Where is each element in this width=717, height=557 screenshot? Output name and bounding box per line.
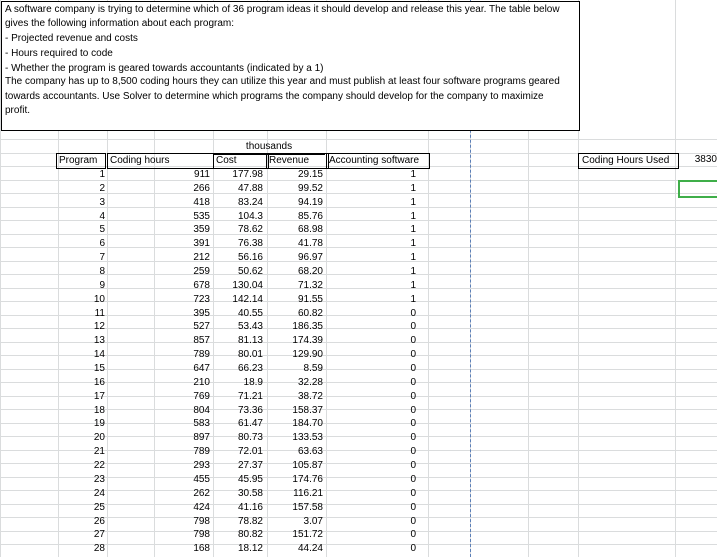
cell-coding-hours[interactable]: 769 [193, 391, 210, 402]
cell-coding-hours[interactable]: 527 [193, 321, 210, 332]
cell-revenue[interactable]: 184.70 [292, 418, 323, 429]
cell-revenue[interactable]: 85.76 [297, 211, 323, 222]
cell-accounting-software[interactable]: 0 [410, 418, 416, 429]
cell-cost[interactable]: 56.16 [237, 252, 263, 263]
header-program: Program [56, 153, 106, 169]
cell-revenue[interactable]: 71.32 [297, 280, 323, 291]
cell-accounting-software[interactable]: 0 [410, 335, 416, 346]
cell-revenue[interactable]: 44.24 [297, 543, 323, 554]
cell-revenue[interactable]: 8.59 [303, 363, 323, 374]
cell-accounting-software[interactable]: 0 [410, 488, 416, 499]
cell-revenue[interactable]: 133.53 [292, 432, 323, 443]
cell-cost[interactable]: 41.16 [237, 502, 263, 513]
cell-coding-hours[interactable]: 789 [193, 349, 210, 360]
cell-program[interactable]: 17 [93, 391, 105, 402]
cell-revenue[interactable]: 29.15 [297, 169, 323, 180]
cell-accounting-software[interactable]: 0 [410, 349, 416, 360]
cell-program[interactable]: 22 [93, 460, 105, 471]
cell-coding-hours[interactable]: 168 [193, 543, 210, 554]
cell-revenue[interactable]: 186.35 [292, 321, 323, 332]
cell-accounting-software[interactable]: 1 [410, 280, 416, 291]
gridline-horizontal [0, 139, 717, 140]
problem-line: towards accountants. Use Solver to determine which programs the company should develop for the company to maximize [5, 91, 544, 102]
cell-revenue[interactable]: 157.58 [292, 502, 323, 513]
cell-revenue[interactable]: 158.37 [292, 405, 323, 416]
cell-cost[interactable]: 53.43 [237, 321, 263, 332]
cell-accounting-software[interactable]: 1 [410, 211, 416, 222]
cell-coding-hours[interactable]: 723 [193, 294, 210, 305]
cell-accounting-software[interactable]: 0 [410, 377, 416, 388]
problem-line: The company has up to 8,500 coding hours they can utilize this year and must publish at least four software programs geared [5, 76, 560, 87]
cell-accounting-software[interactable]: 0 [410, 308, 416, 319]
cell-cost[interactable]: 81.13 [237, 335, 263, 346]
cell-program[interactable]: 5 [99, 224, 105, 235]
cell-revenue[interactable]: 116.21 [293, 488, 323, 499]
cell-program[interactable]: 9 [99, 280, 105, 291]
cell-accounting-software[interactable]: 1 [410, 169, 416, 180]
cell-program[interactable]: 7 [99, 252, 105, 263]
cell-program[interactable]: 12 [93, 321, 105, 332]
cell-cost[interactable]: 18.12 [237, 543, 263, 554]
gridline-vertical [675, 0, 676, 557]
cell-accounting-software[interactable]: 0 [410, 321, 416, 332]
cell-coding-hours[interactable]: 583 [193, 418, 210, 429]
cell-accounting-software[interactable]: 0 [410, 543, 416, 554]
cell-program[interactable]: 28 [93, 543, 105, 554]
cell-cost[interactable]: 142.14 [232, 294, 263, 305]
cell-cost[interactable]: 73.36 [237, 405, 263, 416]
cell-coding-hours[interactable]: 262 [193, 488, 210, 499]
cell-coding-hours[interactable]: 395 [193, 308, 210, 319]
cell-program[interactable]: 21 [93, 446, 105, 457]
cell-program[interactable]: 11 [94, 308, 105, 319]
cell-accounting-software[interactable]: 0 [410, 502, 416, 513]
cell-coding-hours[interactable]: 455 [193, 474, 210, 485]
cell-cost[interactable]: 80.82 [237, 529, 263, 540]
cell-cost[interactable]: 130.04 [232, 280, 263, 291]
cell-accounting-software[interactable]: 0 [410, 460, 416, 471]
cell-accounting-software[interactable]: 1 [410, 238, 416, 249]
header-coding-hours: Coding hours [107, 153, 214, 169]
cell-coding-hours[interactable]: 424 [193, 502, 210, 513]
cell-coding-hours[interactable]: 798 [193, 516, 210, 527]
cell-accounting-software[interactable]: 1 [410, 252, 416, 263]
cell-revenue[interactable]: 32.28 [297, 377, 323, 388]
cell-accounting-software[interactable]: 1 [410, 224, 416, 235]
cell-revenue[interactable]: 151.72 [292, 529, 323, 540]
cell-revenue[interactable]: 105.87 [292, 460, 323, 471]
cell-program[interactable]: 1 [99, 169, 105, 180]
cell-revenue[interactable]: 94.19 [297, 197, 323, 208]
cell-coding-hours[interactable]: 535 [193, 211, 210, 222]
cell-revenue[interactable]: 38.72 [297, 391, 323, 402]
cell-revenue[interactable]: 41.78 [297, 238, 323, 249]
cell-accounting-software[interactable]: 0 [410, 516, 416, 527]
cell-cost[interactable]: 30.58 [237, 488, 263, 499]
cell-coding-hours[interactable]: 212 [193, 252, 210, 263]
cell-coding-hours[interactable]: 647 [193, 363, 210, 374]
selected-cell[interactable] [678, 180, 717, 198]
cell-accounting-software[interactable]: 1 [410, 266, 416, 277]
cell-accounting-software[interactable]: 0 [410, 432, 416, 443]
cell-program[interactable]: 14 [93, 349, 105, 360]
cell-revenue[interactable]: 63.63 [297, 446, 323, 457]
cell-coding-hours[interactable]: 911 [194, 169, 210, 180]
cell-revenue[interactable]: 174.76 [292, 474, 323, 485]
cell-coding-hours[interactable]: 259 [193, 266, 210, 277]
cell-program[interactable]: 18 [93, 405, 105, 416]
header-revenue: Revenue [266, 153, 329, 169]
cell-revenue[interactable]: 99.52 [297, 183, 323, 194]
cell-accounting-software[interactable]: 1 [410, 294, 416, 305]
cell-cost[interactable]: 40.55 [237, 308, 263, 319]
cell-revenue[interactable]: 60.82 [297, 308, 323, 319]
problem-line: gives the following information about each program: [5, 18, 235, 29]
cell-program[interactable]: 10 [93, 294, 105, 305]
cell-accounting-software[interactable]: 1 [410, 197, 416, 208]
problem-line: profit. [5, 105, 31, 116]
cell-program[interactable]: 2 [99, 183, 105, 194]
cell-program[interactable]: 15 [93, 363, 105, 374]
cell-cost[interactable]: 72.01 [237, 446, 263, 457]
cell-program[interactable]: 3 [99, 197, 105, 208]
header-cost: Cost [213, 153, 269, 169]
cell-coding-hours[interactable]: 678 [193, 280, 210, 291]
thousands-group-header: thousands [213, 140, 325, 155]
header-accounting-software: Accounting software [326, 153, 430, 169]
cell-coding-hours[interactable]: 359 [193, 224, 210, 235]
cell-program[interactable]: 19 [93, 418, 105, 429]
cell-accounting-software[interactable]: 0 [410, 529, 416, 540]
cell-coding-hours[interactable]: 391 [193, 238, 210, 249]
cell-accounting-software[interactable]: 0 [410, 363, 416, 374]
cell-cost[interactable]: 177.98 [232, 169, 263, 180]
problem-line: - Projected revenue and costs [5, 33, 138, 44]
cell-program[interactable]: 8 [99, 266, 105, 277]
cell-revenue[interactable]: 174.39 [292, 335, 323, 346]
cell-cost[interactable]: 78.62 [237, 224, 263, 235]
cell-cost[interactable]: 83.24 [237, 197, 263, 208]
cell-accounting-software[interactable]: 0 [410, 474, 416, 485]
cell-program[interactable]: 26 [93, 516, 105, 527]
cell-coding-hours[interactable]: 798 [193, 529, 210, 540]
cell-coding-hours[interactable]: 789 [193, 446, 210, 457]
cell-coding-hours[interactable]: 266 [193, 183, 210, 194]
cell-program[interactable]: 16 [93, 377, 105, 388]
cell-accounting-software[interactable]: 1 [410, 183, 416, 194]
cell-revenue[interactable]: 68.98 [297, 224, 323, 235]
cell-revenue[interactable]: 91.55 [297, 294, 323, 305]
cell-program[interactable]: 27 [93, 529, 105, 540]
cell-cost[interactable]: 18.9 [243, 377, 263, 388]
cell-cost[interactable]: 71.21 [237, 391, 263, 402]
cell-program[interactable]: 6 [99, 238, 105, 249]
cell-coding-hours[interactable]: 293 [193, 460, 210, 471]
cell-program[interactable]: 24 [93, 488, 105, 499]
cell-coding-hours[interactable]: 210 [193, 377, 210, 388]
problem-line: A software company is trying to determine which of 36 program ideas it should develop and release this year. The table below [5, 4, 560, 15]
cell-program[interactable]: 23 [93, 474, 105, 485]
cell-revenue[interactable]: 129.90 [292, 349, 323, 360]
cell-cost[interactable]: 27.37 [237, 460, 263, 471]
cell-coding-hours[interactable]: 857 [193, 335, 210, 346]
cell-coding-hours[interactable]: 418 [193, 197, 210, 208]
cell-coding-hours[interactable]: 897 [193, 432, 210, 443]
cell-program[interactable]: 13 [93, 335, 105, 346]
problem-line: - Whether the program is geared towards accountants (indicated by a 1) [5, 63, 324, 74]
cell-program[interactable]: 20 [93, 432, 105, 443]
cell-cost[interactable]: 66.23 [237, 363, 263, 374]
cell-revenue[interactable]: 68.20 [297, 266, 323, 277]
cell-cost[interactable]: 50.62 [237, 266, 263, 277]
cell-program[interactable]: 4 [99, 211, 105, 222]
cell-accounting-software[interactable]: 0 [410, 391, 416, 402]
cell-cost[interactable]: 47.88 [237, 183, 263, 194]
cell-cost[interactable]: 76.38 [237, 238, 263, 249]
cell-revenue[interactable]: 3.07 [303, 516, 323, 527]
cell-cost[interactable]: 78.82 [237, 516, 263, 527]
coding-hours-used-label: Coding Hours Used [578, 153, 679, 169]
cell-coding-hours[interactable]: 804 [193, 405, 210, 416]
cell-program[interactable]: 25 [93, 502, 105, 513]
cell-cost[interactable]: 61.47 [237, 418, 263, 429]
cell-revenue[interactable]: 96.97 [297, 252, 323, 263]
cell-cost[interactable]: 80.01 [237, 349, 263, 360]
problem-statement [1, 1, 580, 131]
cell-accounting-software[interactable]: 0 [410, 446, 416, 457]
cell-cost[interactable]: 45.95 [237, 474, 263, 485]
coding-hours-used-value[interactable]: 3830 [694, 154, 717, 165]
cell-cost[interactable]: 104.3 [237, 211, 263, 222]
cell-cost[interactable]: 80.73 [237, 432, 263, 443]
problem-line: - Hours required to code [5, 48, 113, 59]
cell-accounting-software[interactable]: 0 [410, 405, 416, 416]
